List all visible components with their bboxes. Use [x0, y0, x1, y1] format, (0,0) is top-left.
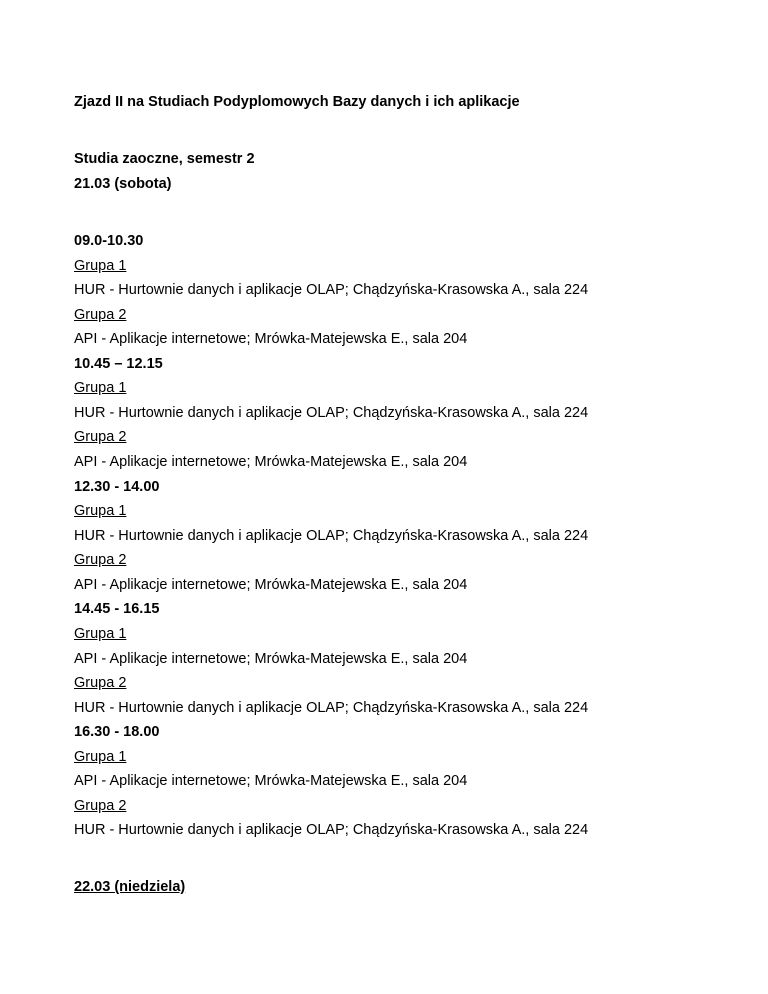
group-label: Grupa 2	[74, 675, 127, 691]
course-entry: HUR - Hurtownie danych i aplikacje OLAP; Chądzyńska-Krasowska A., sala 224	[74, 822, 589, 838]
course-entry: HUR - Hurtownie danych i aplikacje OLAP; Chądzyńska-Krasowska A., sala 224	[74, 528, 589, 544]
time-slot: 14.45 - 16.15	[74, 601, 160, 617]
group-label: Grupa 2	[74, 798, 127, 814]
group-label: Grupa 2	[74, 307, 127, 323]
document-title: Zjazd II na Studiach Podyplomowych Bazy danych i ich aplikacje	[74, 94, 520, 110]
course-entry: HUR - Hurtownie danych i aplikacje OLAP; Chądzyńska-Krasowska A., sala 224	[74, 405, 589, 421]
course-entry: API - Aplikacje internetowe; Mrówka-Matejewska E., sala 204	[74, 577, 468, 593]
time-slot: 09.0-10.30	[74, 233, 144, 249]
group-label: Grupa 2	[74, 552, 127, 568]
time-slot: 16.30 - 18.00	[74, 724, 160, 740]
group-label: Grupa 1	[74, 380, 127, 396]
day-heading-sunday: 22.03 (niedziela)	[74, 879, 186, 895]
group-label: Grupa 1	[74, 626, 127, 642]
course-entry: API - Aplikacje internetowe; Mrówka-Matejewska E., sala 204	[74, 454, 468, 470]
document-subtitle: Studia zaoczne, semestr 2	[74, 151, 255, 167]
course-entry: API - Aplikacje internetowe; Mrówka-Matejewska E., sala 204	[74, 773, 468, 789]
group-label: Grupa 1	[74, 258, 127, 274]
course-entry: HUR - Hurtownie danych i aplikacje OLAP; Chądzyńska-Krasowska A., sala 224	[74, 700, 589, 716]
group-label: Grupa 1	[74, 503, 127, 519]
time-slot: 12.30 - 14.00	[74, 479, 160, 495]
course-entry: HUR - Hurtownie danych i aplikacje OLAP; Chądzyńska-Krasowska A., sala 224	[74, 282, 589, 298]
course-entry: API - Aplikacje internetowe; Mrówka-Matejewska E., sala 204	[74, 331, 468, 347]
time-slot: 10.45 – 12.15	[74, 356, 163, 372]
group-label: Grupa 1	[74, 749, 127, 765]
group-label: Grupa 2	[74, 429, 127, 445]
day-heading-saturday: 21.03 (sobota)	[74, 176, 172, 192]
course-entry: API - Aplikacje internetowe; Mrówka-Matejewska E., sala 204	[74, 651, 468, 667]
